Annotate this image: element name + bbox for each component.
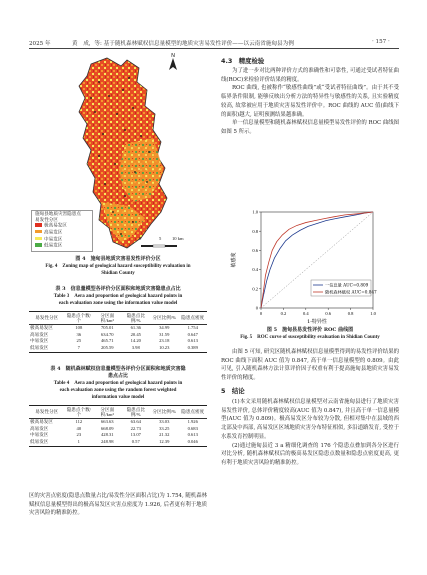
left-bottom-paragraph: 区的灾害点密度(隐患点数量占比/易发性分区面积占比)为 1.754, 随机森林赋权信息量模型得出的极高易发区灾害点密度为 1.926, 后者更有利于地质灾害风险的精准防控。	[29, 493, 207, 517]
fig5-caption-en: Fig. 5 ROC curve of susceptibility evaluation in Shidian County	[240, 335, 380, 340]
table4-title-cn-2: 患点占比	[107, 373, 128, 379]
swatch-high	[35, 230, 42, 234]
table4-title-en-1: Table 4 Aera and proportion of geological hazard points in	[53, 381, 183, 386]
t3-header: 隐患点比例/%	[122, 312, 150, 325]
table4-title-en-2: each evaluation zone using the random forest weighted	[59, 388, 177, 393]
table3-title-en-1: Table 3 Aera and proportion of geological hazard points in	[53, 294, 183, 299]
header-rule	[29, 48, 399, 49]
y-tick-label: 0.2	[252, 286, 258, 292]
y-tick-label: 0.6	[252, 248, 258, 253]
scale-label-10: 10 km	[172, 236, 184, 241]
table-row: 中易发区 25 465.71 14.20 23.18 0.613	[30, 338, 198, 344]
table-row: 高易发区 40 668.09 22.73 33.25 0.683	[30, 425, 198, 431]
y-tick-label: 1.0	[252, 209, 258, 215]
north-arrow-icon	[169, 58, 177, 70]
t3-header: 分区面积/km²	[93, 312, 121, 325]
t4-header: 分区比例/%	[150, 406, 178, 419]
page-number: · 157 ·	[372, 39, 390, 45]
y-tick-label: 0.4	[252, 267, 258, 273]
swatch-low	[35, 243, 42, 247]
legend-single: 一信息量 AUC=0.809	[325, 282, 369, 288]
table-3	[29, 311, 207, 353]
t4-header: 隐患点比例/%	[122, 406, 150, 419]
t4-header: 分区面积/km²	[93, 406, 121, 419]
roc-xlabel: 1-特异性	[307, 319, 327, 325]
t3-header: 易发性分区	[29, 312, 65, 325]
t3-header: 隐患点个数/个	[65, 312, 93, 325]
table3-title-en-2: each evaluation zone using the information value model	[58, 301, 178, 306]
y-tick-label: 0.8	[252, 228, 258, 234]
roc-discussion: 由图 5 可知, 研究区随机森林赋权信息量模型得到的易发性评价结果的 ROC 曲线下面积 AUC 值为 0.847, 高于单一信息量模型的 0.809。由此可见, 引入随机森林方法计算评价因子权重有利于提高施甸县地质灾害易发性评价的精度。	[221, 349, 399, 382]
header-year: 2025 年	[29, 41, 51, 47]
roc-ylabel: 敏感度	[231, 252, 237, 268]
table-4	[29, 405, 207, 447]
t3-header: 隐患点密度	[178, 312, 207, 325]
table4-title-cn-1: 表 4 随机森林赋权信息量模型各评价分区面积和地质灾害隐	[50, 366, 186, 372]
x-tick-label: 0.4	[302, 311, 309, 316]
section-4-3-heading: 4.3 精度检验	[221, 57, 265, 65]
fig4-caption-en-1: Fig. 4 Zoning map of geological hazard susceptibility evaluation in	[45, 264, 191, 269]
scale-label-0: 0	[139, 236, 142, 241]
table-row: 极高易发区 108 705.01 61.36 34.99 1.754	[30, 324, 198, 330]
section-4-3-body: 为了进一步对比两种评价方式的准确性和可靠性, 可通过受试者特征曲线(ROC)来检验评价结果的精度。 ROC 曲线, 也被称作“敏感性曲线”或“受试者特征曲线”。由于其不受临界条件限制, 能够反映出分析方法的特异性与敏感性的关系, 且实验精度较高, 故常被应用于地质灾害易发性评价中。ROC 曲线的 AUC 值(曲线下的面积)越大, 证明预测结果越准确。 单一信息量模型和随机森林赋权信息量模型易发性评价的 ROC 曲线图如图 5 所示。	[221, 68, 399, 135]
fig4-caption-cn: 图 4 施甸县地质灾害易发性评价分区	[75, 256, 161, 262]
t4-header: 易发性分区	[29, 406, 65, 419]
swatch-medium	[35, 237, 42, 241]
figure-5	[221, 208, 399, 326]
table-row: 高易发区 36 634.70 20.45 31.59 0.647	[30, 331, 198, 337]
running-title: 黄 成，等: 基于随机森林赋权信息量模型的地质灾害易发性评价——以云南省施甸县为例	[72, 41, 294, 47]
x-tick-label: 0	[259, 311, 263, 316]
legend-rf: 随机森林赋权 AUC=0.847	[325, 289, 377, 295]
t3-header: 分区比例/%	[150, 312, 178, 325]
table-row: 中易发区 23 428.31 13.07 21.32 0.613	[30, 432, 198, 438]
fig5-caption-cn: 图 5 施甸县易发性评价 ROC 曲线图	[266, 327, 354, 333]
legend-item-3: 低易发区	[35, 243, 89, 250]
legend-item-2: 中易发区	[35, 237, 89, 244]
x-tick-label: 0.8	[347, 311, 354, 316]
table-row: 低易发区 1 248.98 0.57 12.39 0.046	[29, 439, 207, 446]
x-tick-label: 0.2	[280, 311, 287, 316]
legend-title: 施甸县地质灾害隐患点 易发性分区	[35, 212, 81, 223]
roc-chart	[221, 208, 399, 326]
table3-title-cn: 表 3 信息量模型各评价分区面积和地质灾害隐患点占比	[55, 286, 181, 292]
figure-4	[29, 52, 207, 254]
scale-bar	[141, 245, 177, 247]
t4-header: 隐患点个数/个	[65, 406, 93, 419]
legend-item-0: 极高易发区	[35, 223, 89, 230]
x-tick-label: 0.6	[325, 311, 332, 316]
legend-item-1: 高易发区	[35, 230, 89, 237]
table-row: 低易发区 7 205.59 3.98 10.23 0.389	[29, 345, 207, 352]
fig4-caption-en-2: Shidian County	[101, 271, 135, 276]
section-5-body: (1)本文采用随机森林赋权信息量模型对云南省施甸县进行了地质灾害易发性评价, 总体评价精度较高(AUC 值为 0.847), 并且高于单一信息量模型(AUC 值为 0.809)。极高易发区分布较为分散, 但相对集中在县域的西北部及中西部, 高易发区区域地质灾害分布特征相似, 多沿道路发育, 受控于水系发育控制明显。 (2)通过施甸县近 3 a 精细化调查的 176 个隐患点叠加到各分区进行对比分析, 随机森林赋权后的极高易发区隐患点数量和隐患点密度更高, 更有利于地质灾害风险的精准防控。	[221, 399, 399, 466]
t4-header: 隐患点密度	[178, 406, 207, 419]
scale-label-5: 5	[159, 236, 162, 241]
north-label: N	[171, 53, 175, 59]
y-tick-label: 0	[255, 305, 258, 311]
table-row: 极高易发区 112 663.63 63.64 33.03 1.926	[30, 418, 198, 424]
roc-legend	[311, 280, 377, 296]
section-5-heading: 5 结论	[221, 387, 245, 395]
x-tick-label: 1.0	[370, 311, 376, 316]
swatch-very-high	[35, 223, 42, 227]
table4-title-en-3: information value model	[91, 395, 145, 400]
map-legend	[31, 210, 93, 252]
